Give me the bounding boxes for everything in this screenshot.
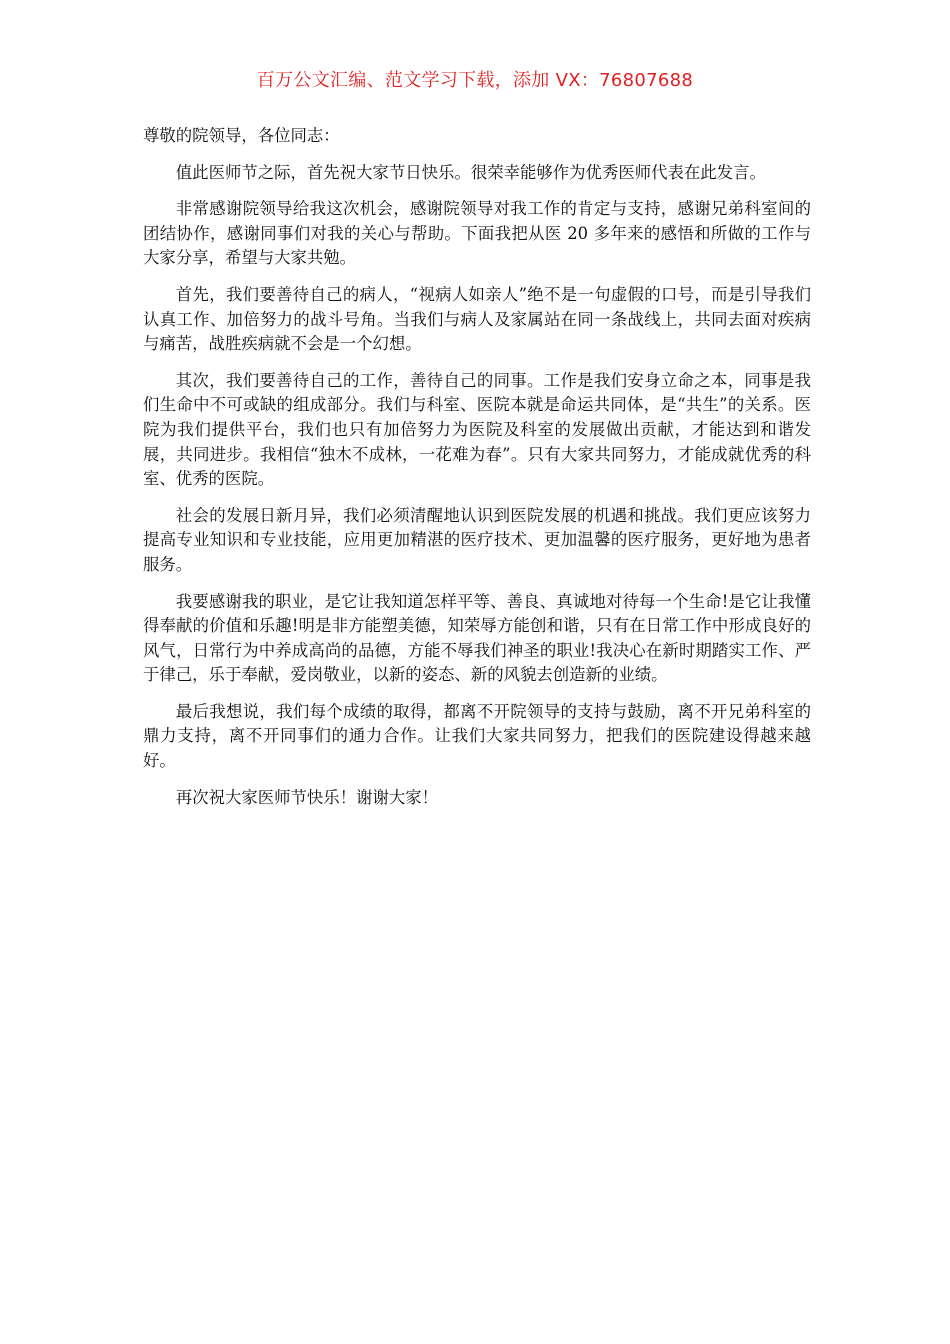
paragraph-7: 最后我想说，我们每个成绩的取得，都离不开院领导的支持与鼓励，离不开兄弟科室的鼎力支持，离不开同事们的通力合作。让我们大家共同努力，把我们的医院建设得越来越好。 [143, 701, 811, 771]
salutation: 尊敬的院领导，各位同志： [143, 126, 340, 145]
paragraph-6: 我要感谢我的职业，是它让我知道怎样平等、善良、真诚地对待每一个生命!是它让我懂得奉献的价值和乐趣!明是非方能塑美德，知荣辱方能创和谐，只有在日常工作中形成良好的风气，日常行为中养成高尚的品德，方能不辱我们神圣的职业!我决心在新时期踏实工作、严于律己，乐于奉献，爱岗敬业，以新的姿态、新的风貌去创造新的业绩。 [143, 591, 811, 685]
document-body [143, 124, 811, 822]
header-banner: 百万公文汇编、范文学习下载，添加 VX：76807688 [256, 70, 694, 91]
paragraph-2: 非常感谢院领导给我这次机会，感谢院领导对我工作的肯定与支持，感谢兄弟科室间的团结协作，感谢同事们对我的关心与帮助。下面我把从医 20 多年来的感悟和所做的工作与大家分享，希望与大家共勉。 [143, 199, 811, 268]
paragraph-8: 再次祝大家医师节快乐！谢谢大家！ [175, 787, 439, 807]
paragraph-3: 首先，我们要善待自己的病人，“视病人如亲人”绝不是一句虚假的口号，而是引导我们认真工作、加倍努力的战斗号角。当我们与病人及家属站在同一条战线上，共同去面对疾病与痛苦，战胜疾病就不会是一个幻想。 [143, 284, 811, 354]
paragraph-4: 其次，我们要善待自己的工作，善待自己的同事。工作是我们安身立命之本，同事是我们生命中不可或缺的组成部分。我们与科室、医院本就是命运共同体，是“共生”的关系。医院为我们提供平台，我们也只有加倍努力为医院及科室的发展做出贡献，才能达到和谐发展，共同进步。我相信“独木不成林，一花难为春”。只有大家共同努力，才能成就优秀的科室、优秀的医院。 [143, 370, 811, 489]
paragraph-1: 值此医师节之际，首先祝大家节日快乐。很荣幸能够作为优秀医师代表在此发言。 [175, 162, 766, 182]
paragraph-5: 社会的发展日新月异，我们必须清醒地认识到医院发展的机遇和挑战。我们更应该努力提高专业知识和专业技能，应用更加精湛的医疗技术、更加温馨的医疗服务，更好地为患者服务。 [143, 505, 811, 574]
